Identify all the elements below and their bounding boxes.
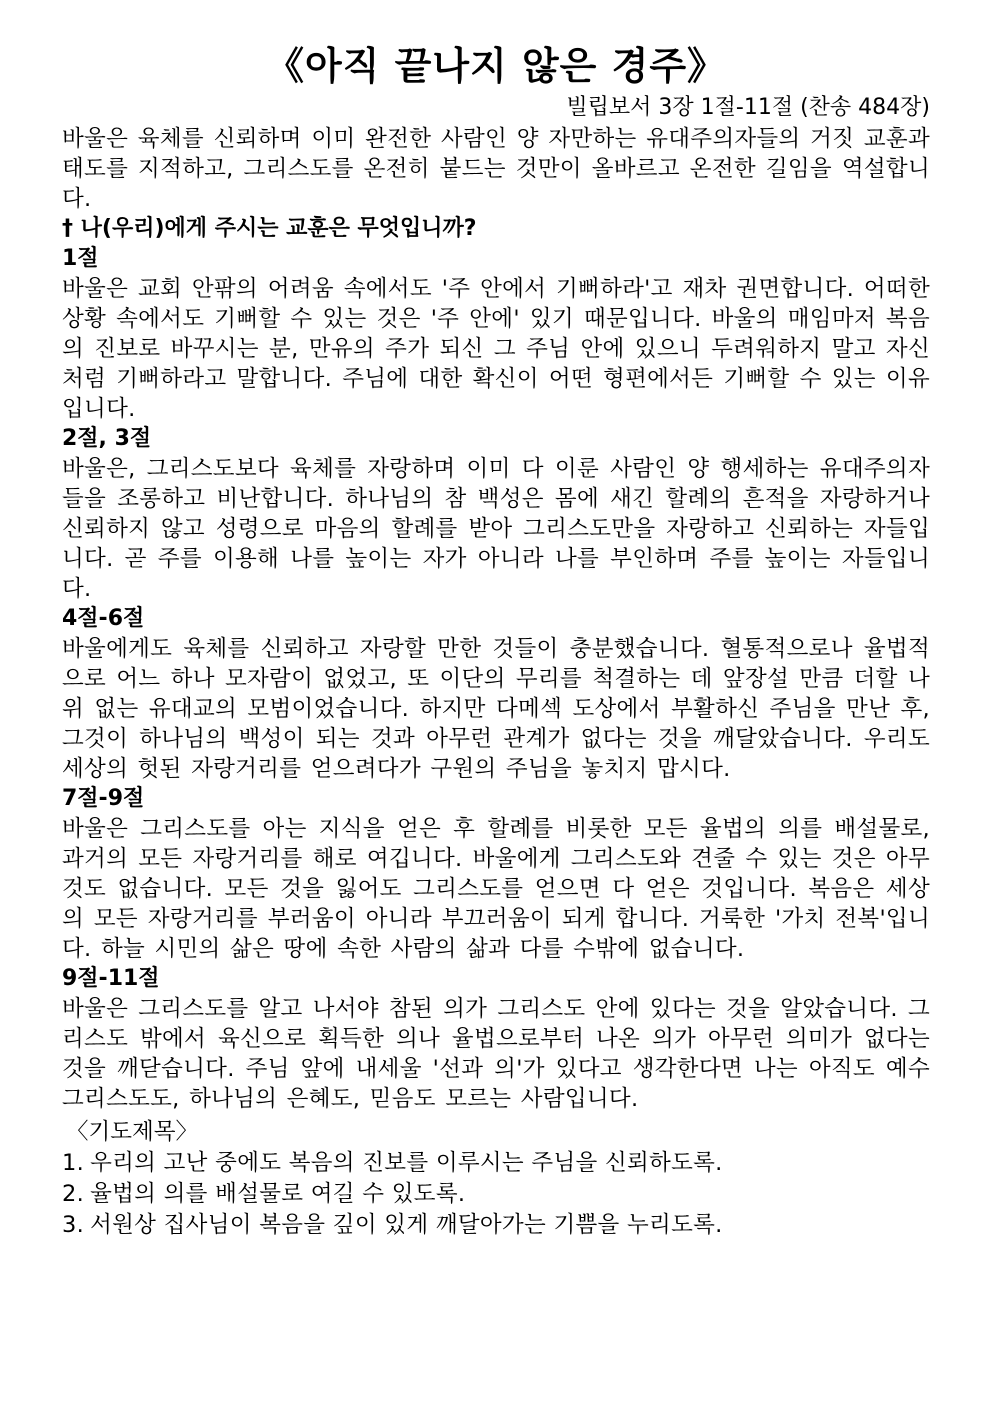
prayer-list xyxy=(62,1148,930,1241)
section-heading-verse-9-11: 9절-11절 xyxy=(62,966,160,991)
section-text-verse-9-11: 바울은 그리스도를 알고 나서야 참된 의가 그리스도 안에 있다는 것을 알았습니다. 그리스도 밖에서 육신으로 획득한 의나 율법으로부터 나온 의가 아무런 의미가 없다는 것을 깨닫습니다. 주님 앞에 내세울 '선과 의'가 있다고 생각한다면 나는 아직도 예수 그리스도도, 하나님의 은혜도, 믿음도 모르는 사람입니다. xyxy=(62,996,930,1112)
section-text-verse-7-9: 바울은 그리스도를 아는 지식을 얻은 후 할례를 비롯한 모든 율법의 의를 배설물로, 과거의 모든 자랑거리를 해로 여깁니다. 바울에게 그리스도와 견줄 수 있는 것은 아무것도 없습니다. 모든 것을 잃어도 그리스도를 얻으면 다 얻은 것입니다. 복음은 세상의 모든 자랑거리를 부러움이 아니라 부끄러움이 되게 합니다. 거룩한 '가치 전복'입니다. 하늘 시민의 삶은 땅에 속한 사람의 삶과 다를 수밖에 없습니다. xyxy=(62,816,930,962)
intro-paragraph: 바울은 육체를 신뢰하며 이미 완전한 사람인 양 자만하는 유대주의자들의 거짓 교훈과 태도를 지적하고, 그리스도를 온전히 붙드는 것만이 올바르고 온전한 길임을 역설합니다. xyxy=(62,126,930,212)
section-heading-verse-2-3: 2절, 3절 xyxy=(62,426,152,451)
prayer-item-number: 2. xyxy=(62,1181,85,1207)
section-heading-verse-1: 1절 xyxy=(62,246,99,271)
prayer-title: 〈기도제목〉 xyxy=(66,1119,198,1145)
page-title: 《아직 끝나지 않은 경주》 xyxy=(265,44,727,88)
prayer-item xyxy=(62,1210,930,1241)
section-heading-verse-4-6: 4절-6절 xyxy=(62,606,145,631)
section-heading-verse-7-9: 7절-9절 xyxy=(62,786,145,811)
scripture-reference: 빌립보서 3장 1절-11절 (찬송 484장) xyxy=(566,95,930,120)
prayer-item xyxy=(62,1179,930,1210)
section-text-verse-4-6: 바울에게도 육체를 신뢰하고 자랑할 만한 것들이 충분했습니다. 혈통적으로나 율법적으로 어느 하나 모자람이 없었고, 또 이단의 무리를 척결하는 데 앞장설 만큼 더할 나위 없는 유대교의 모범이었습니다. 하지만 다메섹 도상에서 부활하신 주님을 만난 후, 그것이 하나님의 백성이 되는 것과 아무런 관계가 없다는 것을 깨달았습니다. 우리도 세상의 헛된 자랑거리를 얻으려다가 구원의 주님을 놓치지 맙시다. xyxy=(62,636,930,782)
section-text-verse-2-3: 바울은, 그리스도보다 육체를 자랑하며 이미 다 이룬 사람인 양 행세하는 유대주의자들을 조롱하고 비난합니다. 하나님의 참 백성은 몸에 새긴 할례의 흔적을 자랑하거나 신뢰하지 않고 성령으로 마음의 할례를 받아 그리스도만을 자랑하고 신뢰하는 자들입니다. 곧 주를 이용해 나를 높이는 자가 아니라 나를 부인하며 주를 높이는 자들입니다. xyxy=(62,456,930,602)
prayer-item xyxy=(62,1148,930,1179)
section-text-verse-1: 바울은 교회 안팎의 어려움 속에서도 '주 안에서 기뻐하라'고 재차 권면합니다. 어떠한 상황 속에서도 기뻐할 수 있는 것은 '주 안에' 있기 때문입니다. 바울의 매임마저 복음의 진보로 바꾸시는 분, 만유의 주가 되신 그 주님 안에 있으니 두려워하지 말고 자신처럼 기뻐하라고 말합니다. 주님에 대한 확신이 어떤 형편에서든 기뻐할 수 있는 이유입니다. xyxy=(62,276,930,422)
document-page xyxy=(62,40,930,1241)
prayer-item-number: 3. xyxy=(62,1212,85,1238)
prayer-item-text: 우리의 고난 중에도 복음의 진보를 이루시는 주님을 신뢰하도록. xyxy=(90,1150,723,1176)
lesson-question: † 나(우리)에게 주시는 교훈은 무엇입니까? xyxy=(62,216,477,241)
prayer-item-text: 율법의 의를 배설물로 여길 수 있도록. xyxy=(90,1181,466,1207)
prayer-item-text: 서원상 집사님이 복음을 깊이 있게 깨달아가는 기쁨을 누리도록. xyxy=(90,1212,723,1238)
prayer-item-number: 1. xyxy=(62,1150,85,1176)
